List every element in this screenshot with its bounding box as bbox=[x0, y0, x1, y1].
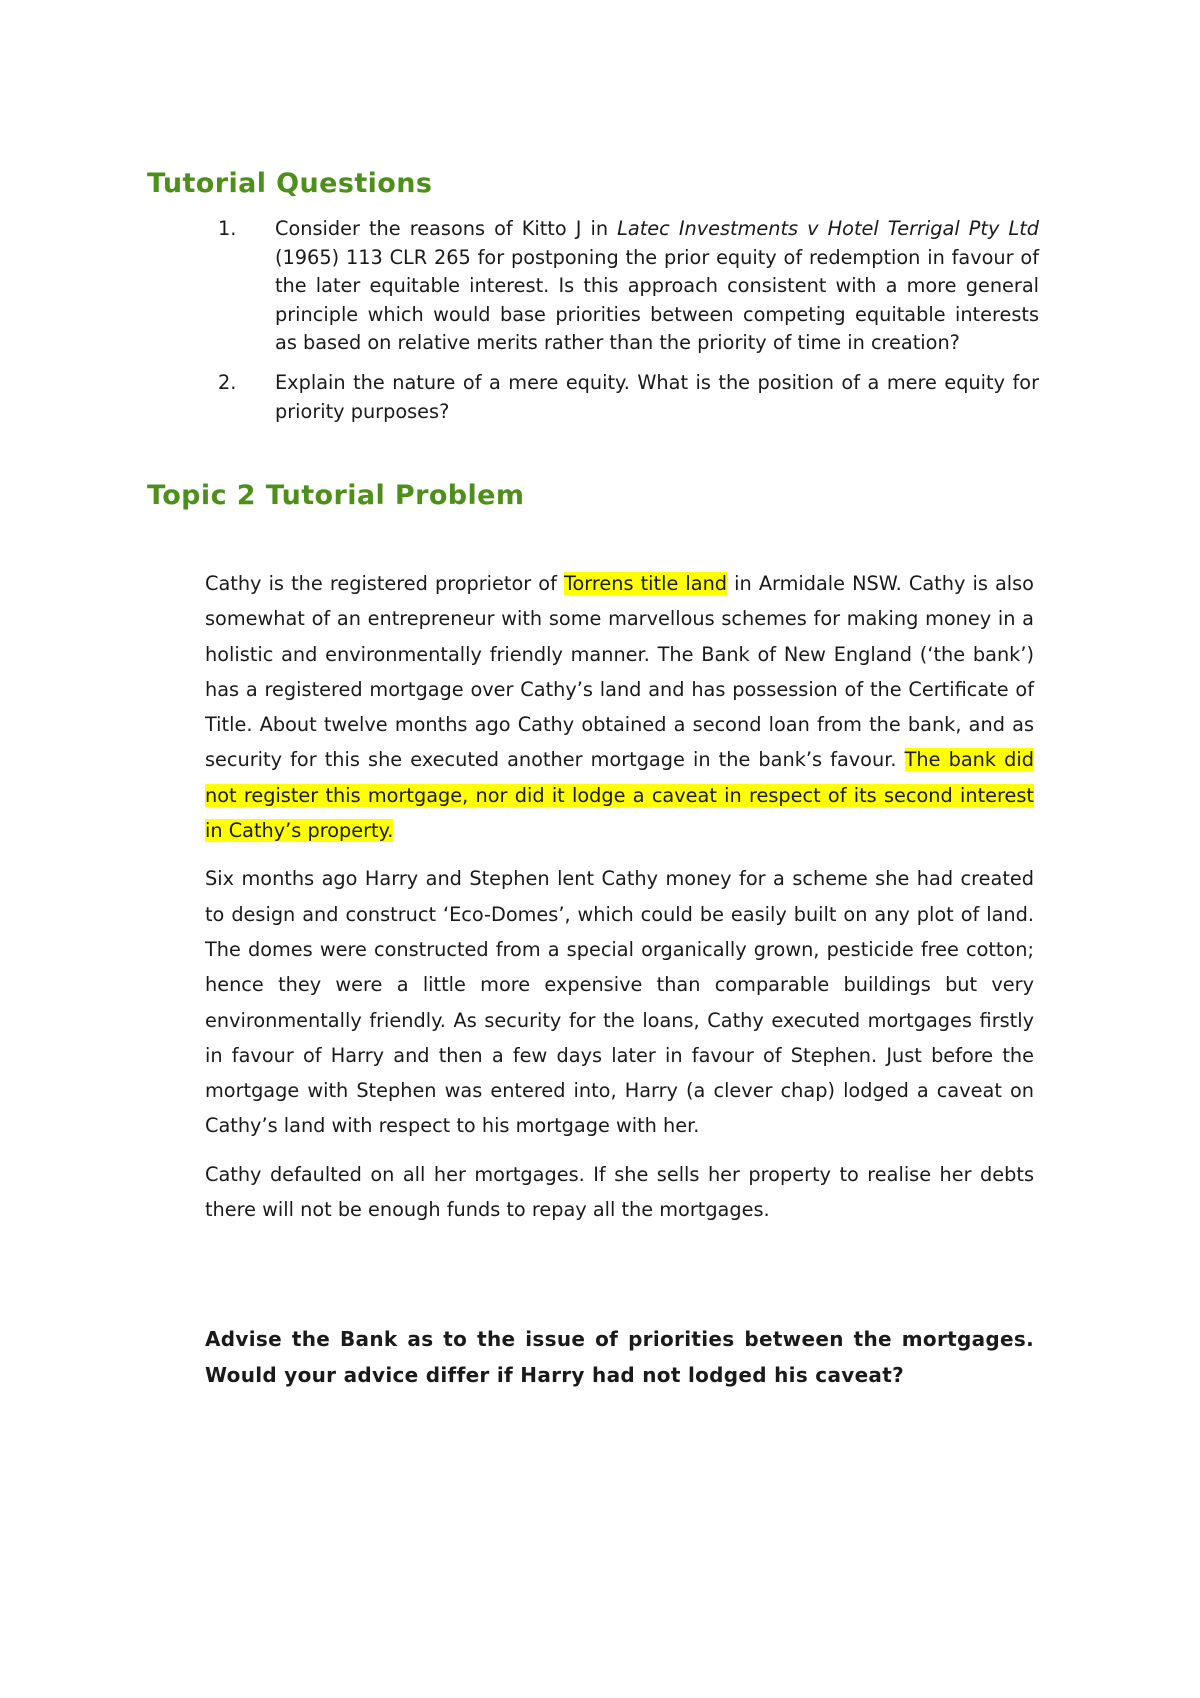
question-text: (1965) 113 CLR 265 for postponing the prior equity of redemption in favour of the later equitable interest. Is this approach consistent with a more general principle which would base priorities between competing equitable interests as based on relative merits rather than the priority of time in creation? bbox=[275, 245, 1039, 355]
paragraph-text: Cathy is the registered proprietor of bbox=[205, 572, 564, 595]
tutorial-problem-heading: Topic 2 Tutorial Problem bbox=[147, 480, 525, 511]
question-text: Consider the reasons of Kitto J in bbox=[275, 217, 618, 240]
tutorial-questions-heading: Tutorial Questions bbox=[147, 168, 433, 199]
paragraph-text: in Armidale NSW. Cathy is also somewhat of an entrepreneur with some marvellous schemes for making money in a holistic and environmentally friendly manner. The Bank of New England (‘the bank’) has a registered mortgage over Cathy’s land and has possession of the Certificate of Title. About twelve months ago Cathy obtained a second loan from the bank, and as security for this she executed another mortgage in the bank’s favour. bbox=[205, 572, 1034, 772]
tutorial-questions-list bbox=[147, 215, 1039, 437]
highlighted-text: The bank did not register this mortgage, nor did it lodge a caveat in respect of its second interest in Cathy’s property. bbox=[205, 748, 1034, 843]
question-text: Explain the nature of a mere equity. What is the position of a mere equity for priority purposes? bbox=[275, 370, 1039, 423]
problem-body bbox=[205, 566, 1034, 1240]
question-item-2 bbox=[147, 369, 1039, 426]
question-number: 2. bbox=[218, 370, 237, 394]
problem-paragraph-3: Cathy defaulted on all her mortgages. If she sells her property to realise her debts there will not be enough funds to repay all the mortgages. bbox=[205, 1162, 1034, 1222]
question-number: 1. bbox=[218, 217, 237, 240]
problem-paragraph-1 bbox=[205, 566, 1034, 848]
highlighted-text: Torrens title land bbox=[563, 572, 728, 595]
advise-question: Advise the Bank as to the issue of priorities between the mortgages. Would your advice differ if Harry had not lodged his caveat? bbox=[205, 1327, 1034, 1387]
case-name: Latec Investments v Hotel Terrigal Pty Ltd bbox=[617, 217, 1039, 240]
problem-paragraph-2: Six months ago Harry and Stephen lent Cathy money for a scheme she had created to design and construct ‘Eco-Domes’, which could be easily built on any plot of land. The domes were constructed from a special organically grown, pesticide free cotton; hence they were a little more expensive than comparable buildings but very environmentally friendly. As security for the loans, Cathy executed mortgages firstly in favour of Harry and then a few days later in favour of Stephen. Just before the mortgage with Stephen was entered into, Harry (a clever chap) lodged a caveat on Cathy’s land with respect to his mortgage with her. bbox=[205, 867, 1034, 1138]
question-item-1 bbox=[147, 215, 1039, 358]
